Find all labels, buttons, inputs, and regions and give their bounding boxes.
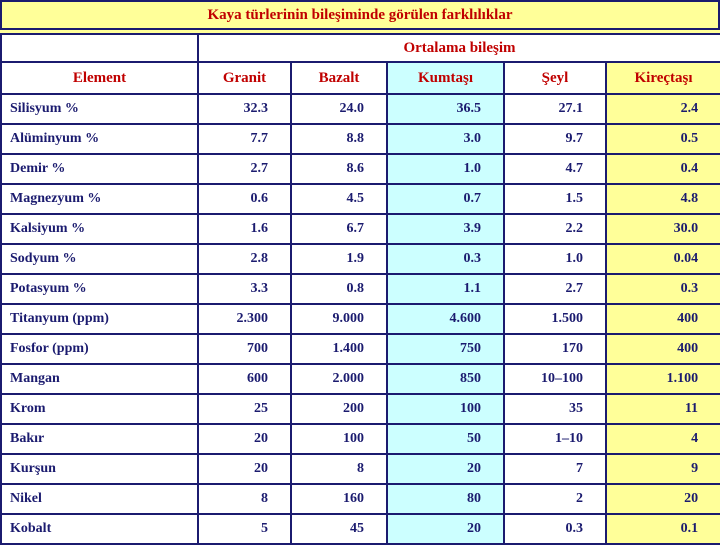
value-cell: 7.7 <box>198 124 291 154</box>
value-cell: 8.6 <box>291 154 387 184</box>
value-cell: 27.1 <box>504 94 606 124</box>
value-cell: 0.3 <box>504 514 606 544</box>
value-cell: 50 <box>387 424 504 454</box>
corner-cell <box>1 34 198 62</box>
element-name: Fosfor (ppm) <box>1 334 198 364</box>
table-row <box>1 274 720 304</box>
element-name: Demir % <box>1 154 198 184</box>
composition-table <box>0 33 720 545</box>
value-cell: 45 <box>291 514 387 544</box>
element-name: Sodyum % <box>1 244 198 274</box>
column-header-element: Element <box>1 62 198 94</box>
value-cell: 0.3 <box>606 274 720 304</box>
column-header-granit: Granit <box>198 62 291 94</box>
value-cell: 100 <box>291 424 387 454</box>
table-row <box>1 124 720 154</box>
value-cell: 8 <box>291 454 387 484</box>
table-row <box>1 304 720 334</box>
value-cell: 1.500 <box>504 304 606 334</box>
value-cell: 400 <box>606 304 720 334</box>
table-row <box>1 364 720 394</box>
column-header-row <box>1 62 720 94</box>
table-row <box>1 184 720 214</box>
value-cell: 2.300 <box>198 304 291 334</box>
value-cell: 1.0 <box>504 244 606 274</box>
value-cell: 1.5 <box>504 184 606 214</box>
value-cell: 100 <box>387 394 504 424</box>
value-cell: 1.9 <box>291 244 387 274</box>
value-cell: 8 <box>198 484 291 514</box>
value-cell: 1.6 <box>198 214 291 244</box>
table-row <box>1 424 720 454</box>
value-cell: 10–100 <box>504 364 606 394</box>
value-cell: 20 <box>198 454 291 484</box>
value-cell: 5 <box>198 514 291 544</box>
value-cell: 9.7 <box>504 124 606 154</box>
element-name: Magnezyum % <box>1 184 198 214</box>
value-cell: 2.7 <box>198 154 291 184</box>
value-cell: 9 <box>606 454 720 484</box>
value-cell: 3.0 <box>387 124 504 154</box>
value-cell: 2 <box>504 484 606 514</box>
value-cell: 30.0 <box>606 214 720 244</box>
value-cell: 0.5 <box>606 124 720 154</box>
value-cell: 700 <box>198 334 291 364</box>
value-cell: 1–10 <box>504 424 606 454</box>
table-row <box>1 334 720 364</box>
value-cell: 1.100 <box>606 364 720 394</box>
value-cell: 11 <box>606 394 720 424</box>
element-name: Alüminyum % <box>1 124 198 154</box>
element-name: Silisyum % <box>1 94 198 124</box>
element-name: Nikel <box>1 484 198 514</box>
value-cell: 2.000 <box>291 364 387 394</box>
element-name: Bakır <box>1 424 198 454</box>
value-cell: 160 <box>291 484 387 514</box>
value-cell: 20 <box>387 454 504 484</box>
value-cell: 2.2 <box>504 214 606 244</box>
value-cell: 20 <box>198 424 291 454</box>
value-cell: 4.600 <box>387 304 504 334</box>
value-cell: 4 <box>606 424 720 454</box>
table-row <box>1 244 720 274</box>
value-cell: 170 <box>504 334 606 364</box>
element-name: Titanyum (ppm) <box>1 304 198 334</box>
value-cell: 3.3 <box>198 274 291 304</box>
table-row <box>1 94 720 124</box>
table-row <box>1 454 720 484</box>
value-cell: 9.000 <box>291 304 387 334</box>
column-header-seyl: Şeyl <box>504 62 606 94</box>
value-cell: 8.8 <box>291 124 387 154</box>
value-cell: 4.5 <box>291 184 387 214</box>
value-cell: 2.7 <box>504 274 606 304</box>
table-row <box>1 214 720 244</box>
value-cell: 24.0 <box>291 94 387 124</box>
value-cell: 3.9 <box>387 214 504 244</box>
value-cell: 32.3 <box>198 94 291 124</box>
value-cell: 1.0 <box>387 154 504 184</box>
value-cell: 0.4 <box>606 154 720 184</box>
element-name: Krom <box>1 394 198 424</box>
value-cell: 20 <box>606 484 720 514</box>
element-name: Kalsiyum % <box>1 214 198 244</box>
element-name: Potasyum % <box>1 274 198 304</box>
element-name: Kurşun <box>1 454 198 484</box>
table-row <box>1 394 720 424</box>
table-body <box>1 94 720 544</box>
value-cell: 200 <box>291 394 387 424</box>
value-cell: 400 <box>606 334 720 364</box>
value-cell: 4.7 <box>504 154 606 184</box>
value-cell: 850 <box>387 364 504 394</box>
value-cell: 6.7 <box>291 214 387 244</box>
value-cell: 25 <box>198 394 291 424</box>
value-cell: 36.5 <box>387 94 504 124</box>
value-cell: 0.7 <box>387 184 504 214</box>
value-cell: 2.8 <box>198 244 291 274</box>
value-cell: 35 <box>504 394 606 424</box>
column-header-kirectasi: Kireçtaşı <box>606 62 720 94</box>
slide-title: Kaya türlerinin bileşiminde görülen farklılıklar <box>0 0 720 30</box>
column-header-bazalt: Bazalt <box>291 62 387 94</box>
value-cell: 7 <box>504 454 606 484</box>
table-row <box>1 484 720 514</box>
element-name: Mangan <box>1 364 198 394</box>
value-cell: 1.400 <box>291 334 387 364</box>
element-name: Kobalt <box>1 514 198 544</box>
group-header-row <box>1 34 720 62</box>
value-cell: 80 <box>387 484 504 514</box>
value-cell: 1.1 <box>387 274 504 304</box>
value-cell: 0.3 <box>387 244 504 274</box>
value-cell: 4.8 <box>606 184 720 214</box>
value-cell: 0.04 <box>606 244 720 274</box>
value-cell: 0.6 <box>198 184 291 214</box>
value-cell: 600 <box>198 364 291 394</box>
value-cell: 20 <box>387 514 504 544</box>
column-header-kumtasi: Kumtaşı <box>387 62 504 94</box>
value-cell: 750 <box>387 334 504 364</box>
group-header: Ortalama bileşim <box>198 34 720 62</box>
value-cell: 0.1 <box>606 514 720 544</box>
table-row <box>1 154 720 184</box>
value-cell: 2.4 <box>606 94 720 124</box>
value-cell: 0.8 <box>291 274 387 304</box>
